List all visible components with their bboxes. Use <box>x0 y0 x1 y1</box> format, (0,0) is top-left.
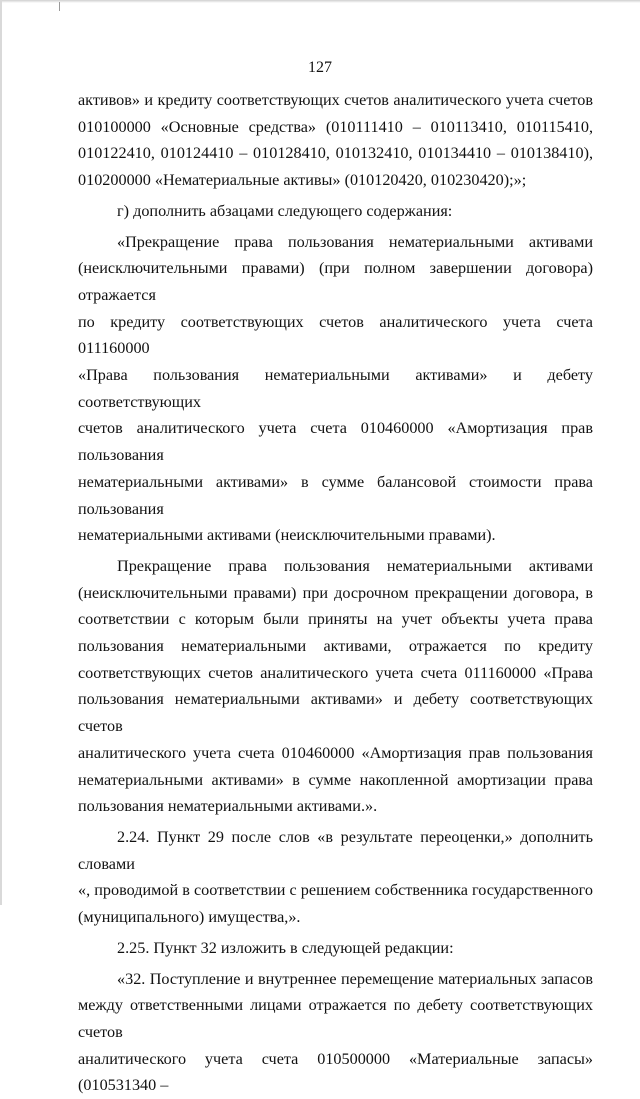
paragraph-5-line: «, проводимой в соответствии с решением собственника государственного <box>78 881 593 900</box>
paragraph-3-line: нематериальными активами (неисключительными правами). <box>78 526 496 545</box>
paragraph-1-line: 010122410, 010124410 – 010128410, 010132410, 010134410 – 010138410), <box>78 144 593 163</box>
paragraph-3-line: (неисключительными правами) (при полном завершении договора) отражается <box>78 259 593 304</box>
paragraph-4-line: соответствующих счетов аналитического учета счета 011160000 «Права <box>78 663 593 682</box>
paragraph-7-line: «32. Поступление и внутреннее перемещение материальных запасов <box>117 969 593 988</box>
paragraph-4-line: нематериальными активами» в сумме накопленной амортизации права <box>78 770 593 789</box>
paragraph-4-line: пользования нематериальными активами» и дебету соответствующих счетов <box>78 690 593 736</box>
paragraph-6-line: 2.25. Пункт 32 изложить в следующей редакции: <box>117 938 454 957</box>
paragraph-7-line: аналитического учета счета 010500000 «Материальные запасы» (010531340 – <box>78 1049 593 1095</box>
document-body <box>78 87 593 1099</box>
paragraph-7-line: между ответственными лицами отражается по дебету соответствующих счетов <box>78 996 593 1041</box>
paragraph-4-line: Прекращение права пользования нематериальными активами <box>117 556 593 575</box>
paragraph-4-line: пользования нематериальными активами.». <box>78 797 378 816</box>
paragraph-3-line: нематериальными активами» в сумме балансовой стоимости права пользования <box>78 472 593 518</box>
paragraph-4-line: соответствии с которым были приняты на учет объекты учета права <box>78 610 593 629</box>
paragraph-3-line: по кредиту соответствующих счетов аналитического учета счета 011160000 <box>78 312 593 358</box>
paragraph-1-line: 010200000 «Нематериальные активы» (010120420, 010230420);»; <box>78 171 527 190</box>
scan-left-edge <box>0 0 2 905</box>
paragraph-5-line: 2.24. Пункт 29 после слов «в результате переоценки,» дополнить словами <box>78 827 593 873</box>
scan-top-edge <box>0 0 640 3</box>
paragraph-2-line: г) дополнить абзацами следующего содержания: <box>117 201 453 220</box>
paragraph-4-line: (неисключительными правами) при досрочном прекращении договора, в <box>78 583 593 602</box>
paragraph-4-line: аналитического учета счета 010460000 «Амортизация прав пользования <box>78 743 593 762</box>
scan-mark <box>59 2 60 11</box>
paragraph-3-line: счетов аналитического учета счета 010460000 «Амортизация прав пользования <box>78 419 593 465</box>
paragraph-1-line: активов» и кредиту соответствующих счетов аналитического учета счетов <box>78 91 593 109</box>
paragraph-3-line: «Права пользования нематериальными активами» и дебету соответствующих <box>78 366 593 411</box>
paragraph-4-line: пользования нематериальными активами, отражается по кредиту <box>78 637 593 656</box>
paragraph-5-line: (муниципального) имущества,». <box>78 908 301 927</box>
paragraph-1-line: 010100000 «Основные средства» (010111410 – 010113410, 010115410, <box>78 117 593 136</box>
paragraph-3-line: «Прекращение права пользования нематериальными активами <box>117 232 593 251</box>
page-number: 127 <box>308 59 332 76</box>
